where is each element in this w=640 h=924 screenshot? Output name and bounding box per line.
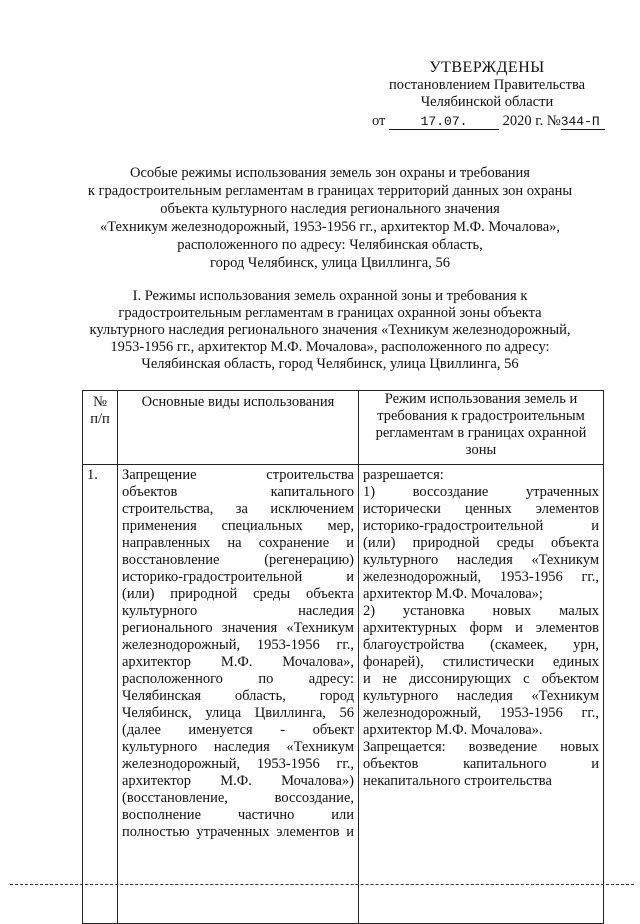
cell-line: архитектор М.Ф. Мочалова», (122, 654, 354, 670)
cell-line: культурного наследия «Техникум (122, 739, 354, 755)
row-number: 1. (83, 465, 118, 924)
row-uses-cell (118, 465, 359, 924)
title-line: «Техникум железнодорожный, 1953-1956 гг., архитектор М.Ф. Мочалова», (99, 219, 561, 235)
cell-line: Запрещение строительства (122, 467, 354, 483)
header-line: регламентам в границах охранной (375, 425, 587, 441)
approval-block (372, 58, 602, 111)
page-bottom-rule (10, 884, 634, 885)
approval-line-1: постановлением Правительства (388, 77, 586, 93)
approval-number: 344-П (561, 114, 605, 130)
cell-line: архитектор М.Ф. Мочалова») (122, 773, 354, 789)
cell-line: историко-градостроительной и (122, 569, 354, 585)
cell-line: Челябинск, улица Цвиллинга, 56 (122, 705, 354, 721)
cell-line: архитектор М.Ф. Мочалова»; (363, 586, 543, 602)
cell-line: Запрещается: возведение новых (363, 739, 599, 755)
from-label: от (372, 113, 386, 129)
cell-line: железнодорожный, 1953-1956 гг., (122, 756, 354, 772)
cell-line: объектов капитального (122, 484, 354, 500)
cell-line: фонарей), стилистически единых (363, 654, 599, 670)
cell-line: (или) природной среды объекта (122, 586, 354, 602)
section-line: 1953-1956 гг., архитектор М.Ф. Мочалова», расположенного по адресу: (110, 339, 550, 355)
section-line: I. Режимы использования земель охранной зоны и требования к (132, 288, 528, 304)
cell-line: благоустройства (скамеек, урн, (363, 637, 599, 653)
cell-line: культурного наследия «Техникум (363, 688, 599, 704)
header-line: № (93, 394, 107, 410)
approval-title: УТВЕРЖДЕНЫ (429, 59, 545, 76)
cell-line: архитектор М.Ф. Мочалова». (363, 722, 543, 738)
table-header-row (83, 391, 604, 465)
cell-line: (восстановление, воссоздание, (122, 790, 354, 806)
table-row (83, 465, 604, 924)
cell-line: восполнение частично или (122, 807, 354, 823)
header-line: п/п (90, 411, 110, 427)
section-line: градостроительным регламентам в границах охранной зоны объекта (118, 305, 542, 321)
cell-line: исторически ценных элементов (363, 501, 599, 517)
cell-line: разрешается: (363, 467, 444, 483)
row-regime-cell (359, 465, 604, 924)
cell-line: архитектурных форм и элементов (363, 620, 599, 636)
header-uses (118, 391, 359, 465)
document-title (60, 164, 600, 272)
cell-line: железнодорожный, 1953-1956 гг., (363, 705, 599, 721)
cell-line: Челябинская область, город (122, 688, 354, 704)
cell-line: культурного наследия «Техникум (363, 552, 599, 568)
regimes-table (82, 390, 604, 924)
header-regime (359, 391, 604, 465)
cell-line: строительства, за исключением (122, 501, 354, 517)
cell-line: 1) воссоздание утраченных (363, 484, 599, 500)
title-line: объекта культурного наследия регионального значения (160, 201, 500, 217)
section-line: Челябинская область, город Челябинск, улица Цвиллинга, 56 (141, 356, 519, 372)
cell-line: некапитального строительства (363, 773, 552, 789)
section-line: культурного наследия регионального значения «Техникум железнодорожный, (89, 322, 571, 338)
header-line: требования к градостроительным (377, 408, 585, 424)
year-label: 2020 г. № (502, 113, 561, 129)
approval-date: 17.07. (389, 114, 499, 130)
section-heading (60, 288, 600, 373)
approval-date-line (372, 113, 605, 130)
cell-line: 2) установка новых малых (363, 603, 599, 619)
title-line: расположенного по адресу: Челябинская область, (177, 237, 483, 253)
cell-line: железнодорожный, 1953-1956 гг., (122, 637, 354, 653)
cell-line: и не диссонирующих с объектом (363, 671, 599, 687)
cell-line: расположенного по адресу: (122, 671, 354, 687)
title-line: к градостроительным регламентам в границах территорий данных зон охраны (87, 183, 573, 199)
title-line: Особые режимы использования земель зон охраны и требования (130, 165, 530, 181)
cell-line: направленных на сохранение и (122, 535, 354, 551)
cell-line: железнодорожный, 1953-1956 гг., (363, 569, 599, 585)
cell-line: культурного наследия (122, 603, 354, 619)
approval-line-2: Челябинской области (420, 94, 554, 110)
cell-line: историко-градостроительной и (363, 518, 599, 534)
header-num (83, 391, 118, 465)
cell-line: восстановление (регенерацию) (122, 552, 354, 568)
header-line: зоны (465, 442, 497, 458)
cell-line: полностью утраченных элементов и (122, 824, 354, 840)
header-line: Режим использования земель и (384, 391, 578, 407)
cell-line: (далее именуется - объект (122, 722, 354, 738)
cell-line: применения специальных мер, (122, 518, 354, 534)
title-line: город Челябинск, улица Цвиллинга, 56 (210, 255, 450, 271)
cell-line: объектов капитального и (363, 756, 599, 772)
cell-line: регионального значения «Техникум (122, 620, 354, 636)
cell-line: (или) природной среды объекта (363, 535, 599, 551)
header-line: Основные виды использования (141, 394, 335, 410)
